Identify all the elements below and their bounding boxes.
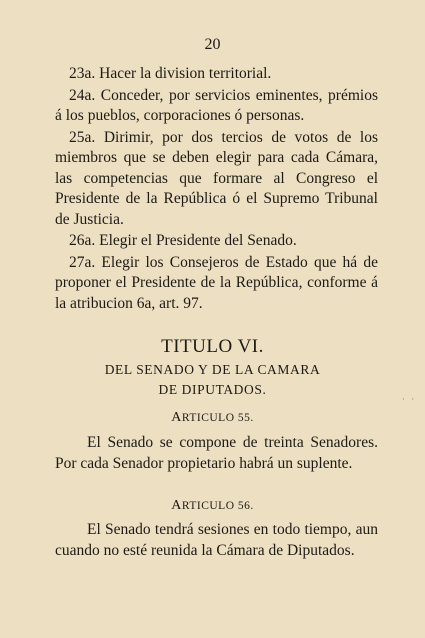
article-heading-initial: A <box>171 498 182 513</box>
article-heading-rest: RTICULO 56. <box>181 500 254 512</box>
article-heading-rest: RTICULO 55. <box>181 412 254 424</box>
section-title: TITULO VI. <box>161 336 264 357</box>
article-heading-initial: A <box>171 410 182 425</box>
list-item: 27a. Elegir los Consejeros de Estado que há de proponer el Presidente de la República, conforme á la atribucion 6a, art. 97. <box>55 253 378 312</box>
list-item: 25a. Dirimir, por dos tercios de votos de los miembros que se deben elegir para cada Cámara, las competencias que formare al Congreso el Presidente de la República ó el Supremo Tribunal de Justicia. <box>55 128 378 228</box>
attributions-list <box>55 64 378 314</box>
paper-speck: · · <box>402 394 417 404</box>
list-item: 23a. Hacer la division territorial. <box>69 65 272 82</box>
article-text: El Senado se compone de treinta Senadores. Por cada Senador propietario habrá un suplente. <box>55 434 378 472</box>
list-item: 24a. Conceder, por servicios eminentes, prémios á los pueblos, corporaciones ó personas. <box>55 86 378 124</box>
section-subtitle-line2: DE DIPUTADOS. <box>158 382 267 397</box>
list-item: 26a. Elegir el Presidente del Senado. <box>69 232 297 249</box>
section-subtitle-line1: DEL SENADO Y DE LA CAMARA <box>104 362 321 377</box>
article-heading <box>0 498 425 514</box>
article-heading <box>0 410 425 426</box>
article-text: El Senado tendrá sesiones en todo tiempo, aun cuando no esté reunida la Cámara de Diputados. <box>55 521 378 559</box>
page-number: 20 <box>204 36 221 53</box>
